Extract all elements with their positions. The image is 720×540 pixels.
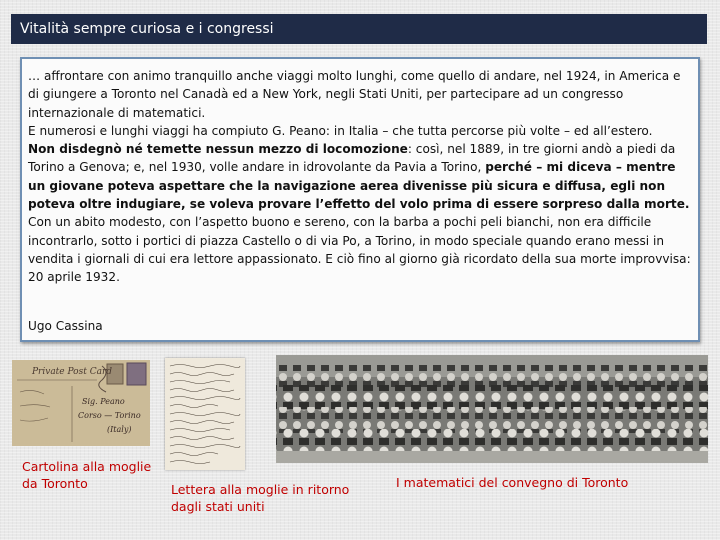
caption-group: I matematici del convegno di Toronto xyxy=(396,475,629,490)
quote-paragraph-3 xyxy=(28,140,692,213)
caption-postcard: Cartolina alla moglie da Toronto xyxy=(22,459,152,491)
letter-handwriting xyxy=(165,358,245,470)
group-photo-illustration xyxy=(276,355,708,463)
quote-paragraph-2: E numerosi e lunghi viaggi ha compiuto G. Peano: in Italia – che tutta percorse più volte – ed all’estero. xyxy=(28,123,653,138)
quote-box xyxy=(20,57,700,342)
slide-title: Vitalità sempre curiosa e i congressi xyxy=(11,14,707,44)
quote-paragraph-1: … affrontare con animo tranquillo anche viaggi molto lunghi, come quello di andare, nel 1924, in America e di giungere a Toronto nel Canadà ed a New York, negli Stati Uniti, per partecipare ad un congresso internazionale di matematici. xyxy=(28,69,681,120)
quote-bold-1: Non disdegnò né temette nessun mezzo di locomozione xyxy=(28,142,408,157)
quote-text-1: : così, nel 1889, in tre giorni andò a piedi da Torino a Genova; e, nel 1930, volle andare in idrovolante da Pavia a Torino, xyxy=(28,142,676,175)
postcard-address-2: Corso — Torino xyxy=(78,411,141,420)
caption-letter: Lettera alla moglie in ritorno dagli stati uniti xyxy=(171,482,350,514)
quote-paragraph-4: Con un abito modesto, con l’aspetto buono e sereno, con la barba a pochi peli bianchi, non era difficile incontrarlo, sotto i portici di piazza Castello o di via Po, a Torino, in modo speciale quando erano messi in vendita i giornali di cui era lettore appassionato. E ciò fino al giorno già ricordato della sua morte improvvisa: 20 aprile 1932. xyxy=(28,215,691,285)
group-photo xyxy=(276,355,708,463)
quote-author: Ugo Cassina xyxy=(28,319,103,333)
quote-bold-2: perché – mi diceva – mentre un giovane poteva aspettare che la navigazione aerea divenisse più sicura e diffusa, egli non poteva oltre indugiare, se voleva provare l’effetto del volo prima di essere sorpreso dalla morte. xyxy=(28,160,690,212)
postcard-image xyxy=(12,360,150,446)
letter-image xyxy=(165,358,245,470)
postcard-header-text: Private Post Card xyxy=(32,367,113,377)
postcard-address-1: Sig. Peano xyxy=(82,397,125,406)
postcard-address-3: (Italy) xyxy=(107,425,132,434)
postcard-illustration xyxy=(12,360,150,446)
